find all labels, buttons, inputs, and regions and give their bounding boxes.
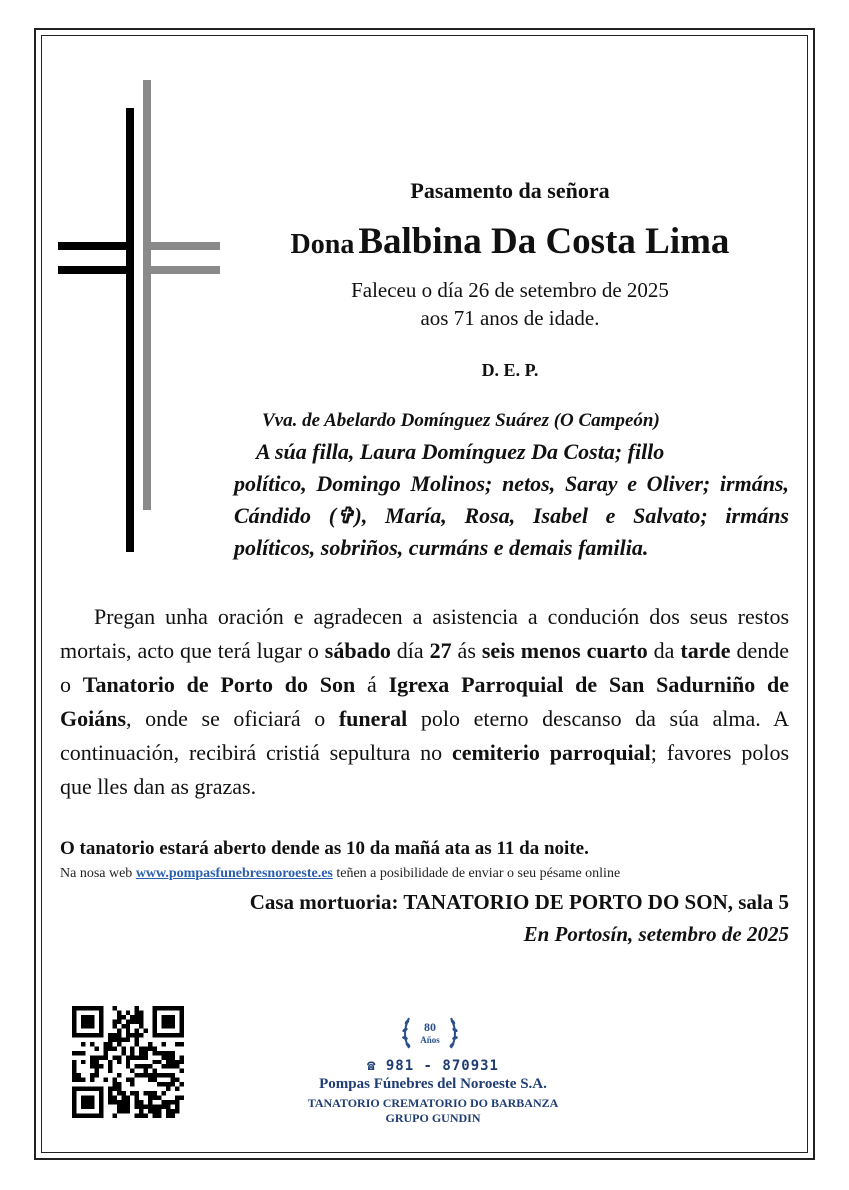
ceremony-origin: Tanatorio de Porto do Son <box>82 672 356 697</box>
death-age: aos 71 anos de idade. <box>420 306 600 330</box>
ceremony-church: Igrexa Parroquial de San Sadurniño de Goiáns <box>60 672 790 731</box>
widow-line: Vva. de Abelardo Domínguez Suárez (O Campeón) <box>262 410 660 431</box>
ceremony-text-part: ás <box>451 638 482 663</box>
company-name: Pompas Fúnebres del Noroeste S.A. <box>319 1076 547 1092</box>
ceremony-cemetery: cemiterio parroquial <box>451 740 651 765</box>
ceremony-text-part: día <box>390 638 430 663</box>
death-date: Faleceu o día 26 de setembro de 2025 <box>351 278 669 302</box>
company-subtitle: TANATORIO CREMATORIO DO BARBANZA <box>307 1096 559 1110</box>
ceremony-time: seis menos cuarto <box>481 638 648 663</box>
notice-heading: Pasamento da señora <box>410 178 610 203</box>
casa-mortuoria <box>60 890 789 915</box>
ceremony-period: tarde <box>680 638 731 663</box>
opening-hours: O tanatorio estará aberto dende as 10 da mañá ata as 11 da noite. <box>60 838 589 859</box>
ceremony-text-part: dende o <box>60 638 789 697</box>
name-prefix: Dona <box>290 229 355 260</box>
ceremony-text-part: á <box>355 672 389 697</box>
ceremony-text-part: da <box>647 638 681 663</box>
logo-text: Años <box>420 1035 440 1045</box>
casa-value: TANATORIO DE PORTO DO SON, sala 5 <box>403 890 789 914</box>
qr-code-icon[interactable] <box>72 1006 184 1118</box>
phone-number: ☎ 981 - 870931 <box>366 1058 499 1074</box>
website-link[interactable]: www.pompasfunebresnoroeste.es <box>135 866 333 881</box>
cross-icon <box>58 80 223 555</box>
casa-label: Casa mortuoria: <box>249 890 404 914</box>
name-main: Balbina Da Costa Lima <box>358 221 730 262</box>
death-info <box>210 276 810 332</box>
logo-number: 80 <box>424 1020 436 1034</box>
family-list <box>234 436 789 564</box>
family-line-1: A súa filla, Laura Domínguez Da Costa; fillo <box>256 439 665 464</box>
place-date: En Portosín, setembro de 2025 <box>523 922 789 946</box>
web-notice-post: teñen a posibilidade de enviar o seu pésame online <box>332 866 621 881</box>
company-group: GRUPO GUNDIN <box>385 1111 481 1125</box>
web-notice <box>60 866 789 882</box>
ceremony-text-part: ; favores polos que lles dan as grazas. <box>60 740 790 799</box>
ceremony-day: sábado <box>324 638 391 663</box>
ceremony-text-part: , onde se oficiará o <box>126 706 339 731</box>
deceased-name <box>210 220 810 263</box>
ceremony-text <box>60 600 789 804</box>
ceremony-text-part: polo eterno descanso da súa alma. A continuación, recibirá cristiá sepultura no <box>60 706 790 765</box>
anniversary-logo-icon <box>395 1006 465 1064</box>
ceremony-text-part: Pregan unha oración e agradecen a asistencia a condución dos seus restos mortais, acto que terá lugar o <box>60 604 789 663</box>
ceremony-date: 27 <box>429 638 452 663</box>
ceremony-funeral: funeral <box>338 706 408 731</box>
web-notice-pre: Na nosa web <box>60 866 136 881</box>
dep-text: D. E. P. <box>481 360 539 380</box>
family-rest: político, Domingo Molinos; netos, Saray e Oliver; irmáns, Cándido (✞), María, Rosa, Isabel e Salvato; irmáns políticos, sobriños, curmáns e demais familia. <box>234 471 789 560</box>
